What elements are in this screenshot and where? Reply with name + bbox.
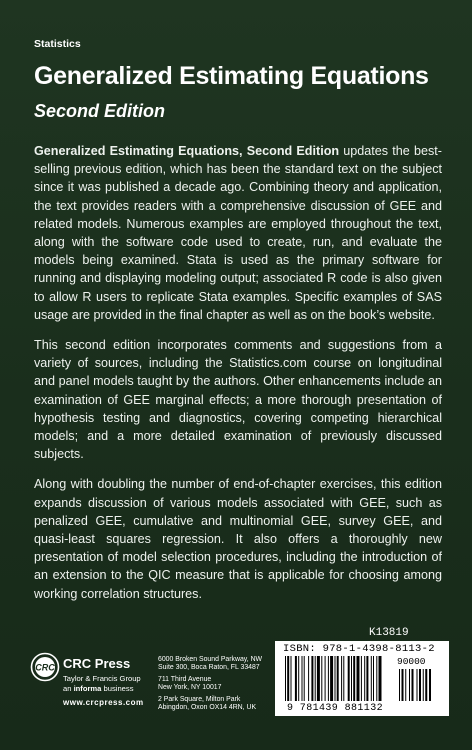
crc-logo-text: CRC <box>35 662 55 673</box>
publisher-business <box>63 684 134 693</box>
address-line: Suite 300, Boca Raton, FL 33487 <box>158 664 260 672</box>
crc-logo-icon <box>30 652 60 682</box>
address-line: Abingdon, Oxon OX14 4RN, UK <box>158 704 257 712</box>
address-line: 2 Park Square, Milton Park <box>158 695 241 703</box>
address-abingdon <box>158 696 262 713</box>
publisher-name: CRC Press <box>63 656 131 671</box>
blurb-paragraph-2: This second edition incorporates comments and suggestions from a variety of sources, including the Statistics.com course on longitudinal and panel models taught by the authors. Other enhancements include an examination of GEE marginal effects; a more thorough presentation of hypothesis testing and diagnostics, covering competing hierarchical models; and a more detailed examination of previously discussed subjects. <box>34 338 442 462</box>
address-line: 711 Third Avenue <box>158 675 212 683</box>
address-line: 6000 Broken Sound Parkway, NW <box>158 656 263 663</box>
blurb-paragraph-1-text: updates the best-selling previous edition, which has been the standard text on the subject since it was published a decade ago. Combining theory and application, the text provides readers with a comprehensive discussion of GEE and related models. Numerous examples are employed throughout the text, along with the software code used to create, run, and evaluate the models being examined. Stata is used as the primary software for running and displaying modeling output; associated R code is also given to allow R users to replicate Stata examples. Specific examples of SAS usage are provided in the final chapter as well as on the book’s website. <box>34 144 443 322</box>
blurb-paragraph-3: Along with doubling the number of end-of-chapter exercises, this edition expands discussion of various models associated with GEE, such as penalized GEE, cumulative and multinomial GEE, survey GEE, and quasi-least squares regression. It also offers a thoroughly new presentation of model selection procedures, including the introduction of an extension to the QIC measure that is applicable for choosing among working correlation structures. <box>34 477 442 601</box>
business-suffix: business <box>101 684 134 693</box>
isbn-label: ISBN: 978-1-4398-8113-2 <box>283 643 435 655</box>
category-label: Statistics <box>34 38 81 50</box>
business-brand: informa <box>73 684 102 693</box>
book-title: Generalized Estimating Equations <box>34 62 429 90</box>
address-new-york <box>158 676 262 693</box>
barcode-digits: 9 781439 881132 <box>287 703 384 714</box>
address-line: New York, NY 10017 <box>158 684 222 692</box>
edition-label: Second Edition <box>34 101 166 121</box>
blurb-bold-title: Generalized Estimating Equations, Second Edition <box>34 144 340 158</box>
publisher-group: Taylor & Francis Group <box>63 674 141 683</box>
publisher-url: www.crcpress.com <box>63 698 144 707</box>
blurb <box>34 142 442 615</box>
address-boca-raton <box>158 656 262 673</box>
blurb-paragraph-1 <box>34 142 442 324</box>
publisher-block <box>30 652 155 712</box>
business-prefix: an <box>63 684 74 693</box>
price-code: 90000 <box>397 656 426 667</box>
publisher-addresses <box>158 656 262 715</box>
sku-code: K13819 <box>369 627 409 639</box>
barcode <box>275 641 449 716</box>
